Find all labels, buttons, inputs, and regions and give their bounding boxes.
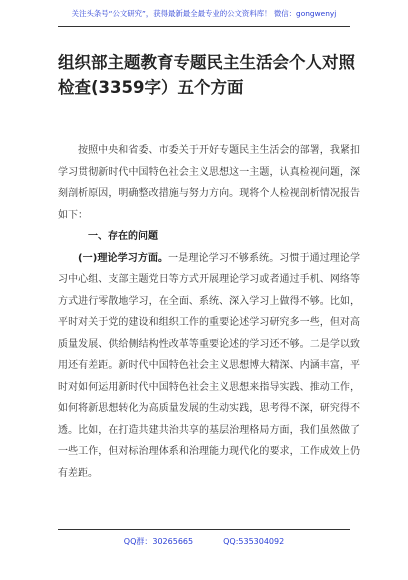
header-divider: [58, 26, 350, 27]
theory-study-paragraph: [58, 248, 360, 485]
footer: [0, 536, 408, 547]
intro-paragraph: 按照中央和省委、市委关于开好专题民主生活会的部署，我紧扣学习贯彻新时代中国特色社会主义思想这一主题，认真检视问题，深刻剖析原因，明确整改措施与努力方向。现将个人检视剖析情况报告如下：: [58, 145, 360, 221]
section-heading: 一、存在的问题: [88, 231, 158, 242]
qq-contact-text: QQ:535304092: [223, 537, 285, 546]
document-title: 组织部主题教育专题民主生活会个人对照检查(3359字）五个方面: [58, 53, 355, 97]
qq-group-text: QQ群：30265665: [123, 537, 194, 546]
footer-divider: [58, 529, 350, 530]
sub-body-text: 一是理论学习不够系统。习惯于通过理论学习中心组、支部主题党日等方式开展理论学习或者通过手机、网络等方式进行零散地学习，在全面、系统、深入学习上做得不够。比如，平时对关于党的建设和组织工作的重要论述学习研究多一些，但对高质量发展、供给侧结构性改革等重要论述的学习还不够。二是学以致用还有差距。新时代中国特色社会主义思想博大精深、内涵丰富，平时对如何运用新时代中国特色社会主义思想来指导实践、推动工作，如何将新思想转化为高质量发展的生动实践，思考得不深，研究得不透。比如，在打造共建共治共享的基层治理格局方面，我们虽然做了一些工作，但对标治理体系和治理能力现代化的要求，工作成效上仍有差距。: [58, 252, 361, 479]
header-note: 关注头条号“公文研究”，获得最新最全最专业的公文资料库！ 微信：gongwenyj: [71, 9, 337, 18]
document-body: [58, 140, 360, 484]
sub-heading: (一)理论学习方面。: [78, 252, 169, 264]
